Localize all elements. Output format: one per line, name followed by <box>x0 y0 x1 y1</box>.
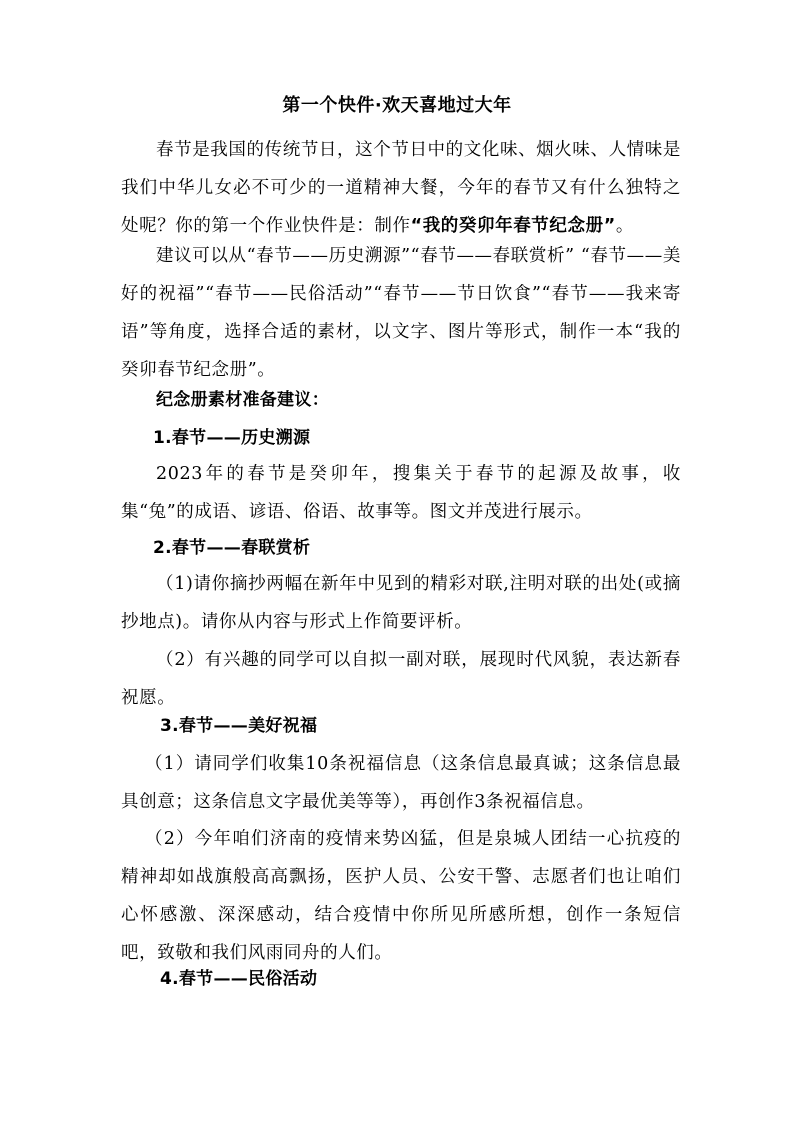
section-2-heading: 2.春节——春联赏析 <box>153 538 311 558</box>
section-1-text: 2023年的春节是癸卯年，搜集关于春节的起源及故事，收集“兔”的成语、谚语、俗语、故事等。图文并茂进行展示。 <box>121 464 681 522</box>
section-3-paragraph-2: （2）今年咱们济南的疫情来势凶猛，但是泉城人团结一心抗疫的精神却如战旗般高高飘扬，医护人员、公安干警、志愿者们也让咱们心怀感激、深深感动，结合疫情中你所见所感所想，创作一条短信吧，致敬和我们风雨同舟的人们。 <box>121 829 681 963</box>
intro-bold-text: “我的癸卯年春节纪念册” <box>410 216 616 236</box>
section-4-heading: 4.春节——民俗活动 <box>160 969 318 989</box>
section-3-paragraph-1: （1）请同学们收集10条祝福信息（这条信息最真诚；这条信息最具创意；这条信息文字最优美等等），再创作3条祝福信息。 <box>121 754 681 812</box>
page-title: 第一个快件·欢天喜地过大年 <box>282 95 512 116</box>
intro-paragraph <box>121 131 681 245</box>
section-heading: 纪念册素材准备建议： <box>156 390 329 410</box>
section-1-heading: 1.春节——历史溯源 <box>153 428 311 448</box>
section-2-paragraph-1: （1)请你摘抄两幅在新年中见到的精彩对联,注明对联的出处(或摘抄地点)。请你从内容与形式上作简要评析。 <box>121 574 681 632</box>
intro-text: 春节是我国的传统节日，这个节日中的文化味、烟火味、人情味是我们中华儿女必不可少的一道精神大餐，今年的春节又有什么独特之处呢？你的第一个作业快件是：制作 <box>121 140 681 236</box>
suggestion-paragraph: 建议可以从“春节——历史溯源”“春节——春联赏析” “春节——美好的祝福”“春节——民俗活动”“春节——节日饮食”“春节——我来寄语”等角度，选择合适的素材，以文字、图片等形式，制作一本“我的癸卯春节纪念册”。 <box>121 246 681 380</box>
section-2-paragraph-2: （2）有兴趣的同学可以自拟一副对联，展现时代风貌，表达新春祝愿。 <box>121 650 681 708</box>
section-3-heading: 3.春节——美好祝福 <box>160 716 318 736</box>
intro-end-text: 。 <box>615 216 634 236</box>
